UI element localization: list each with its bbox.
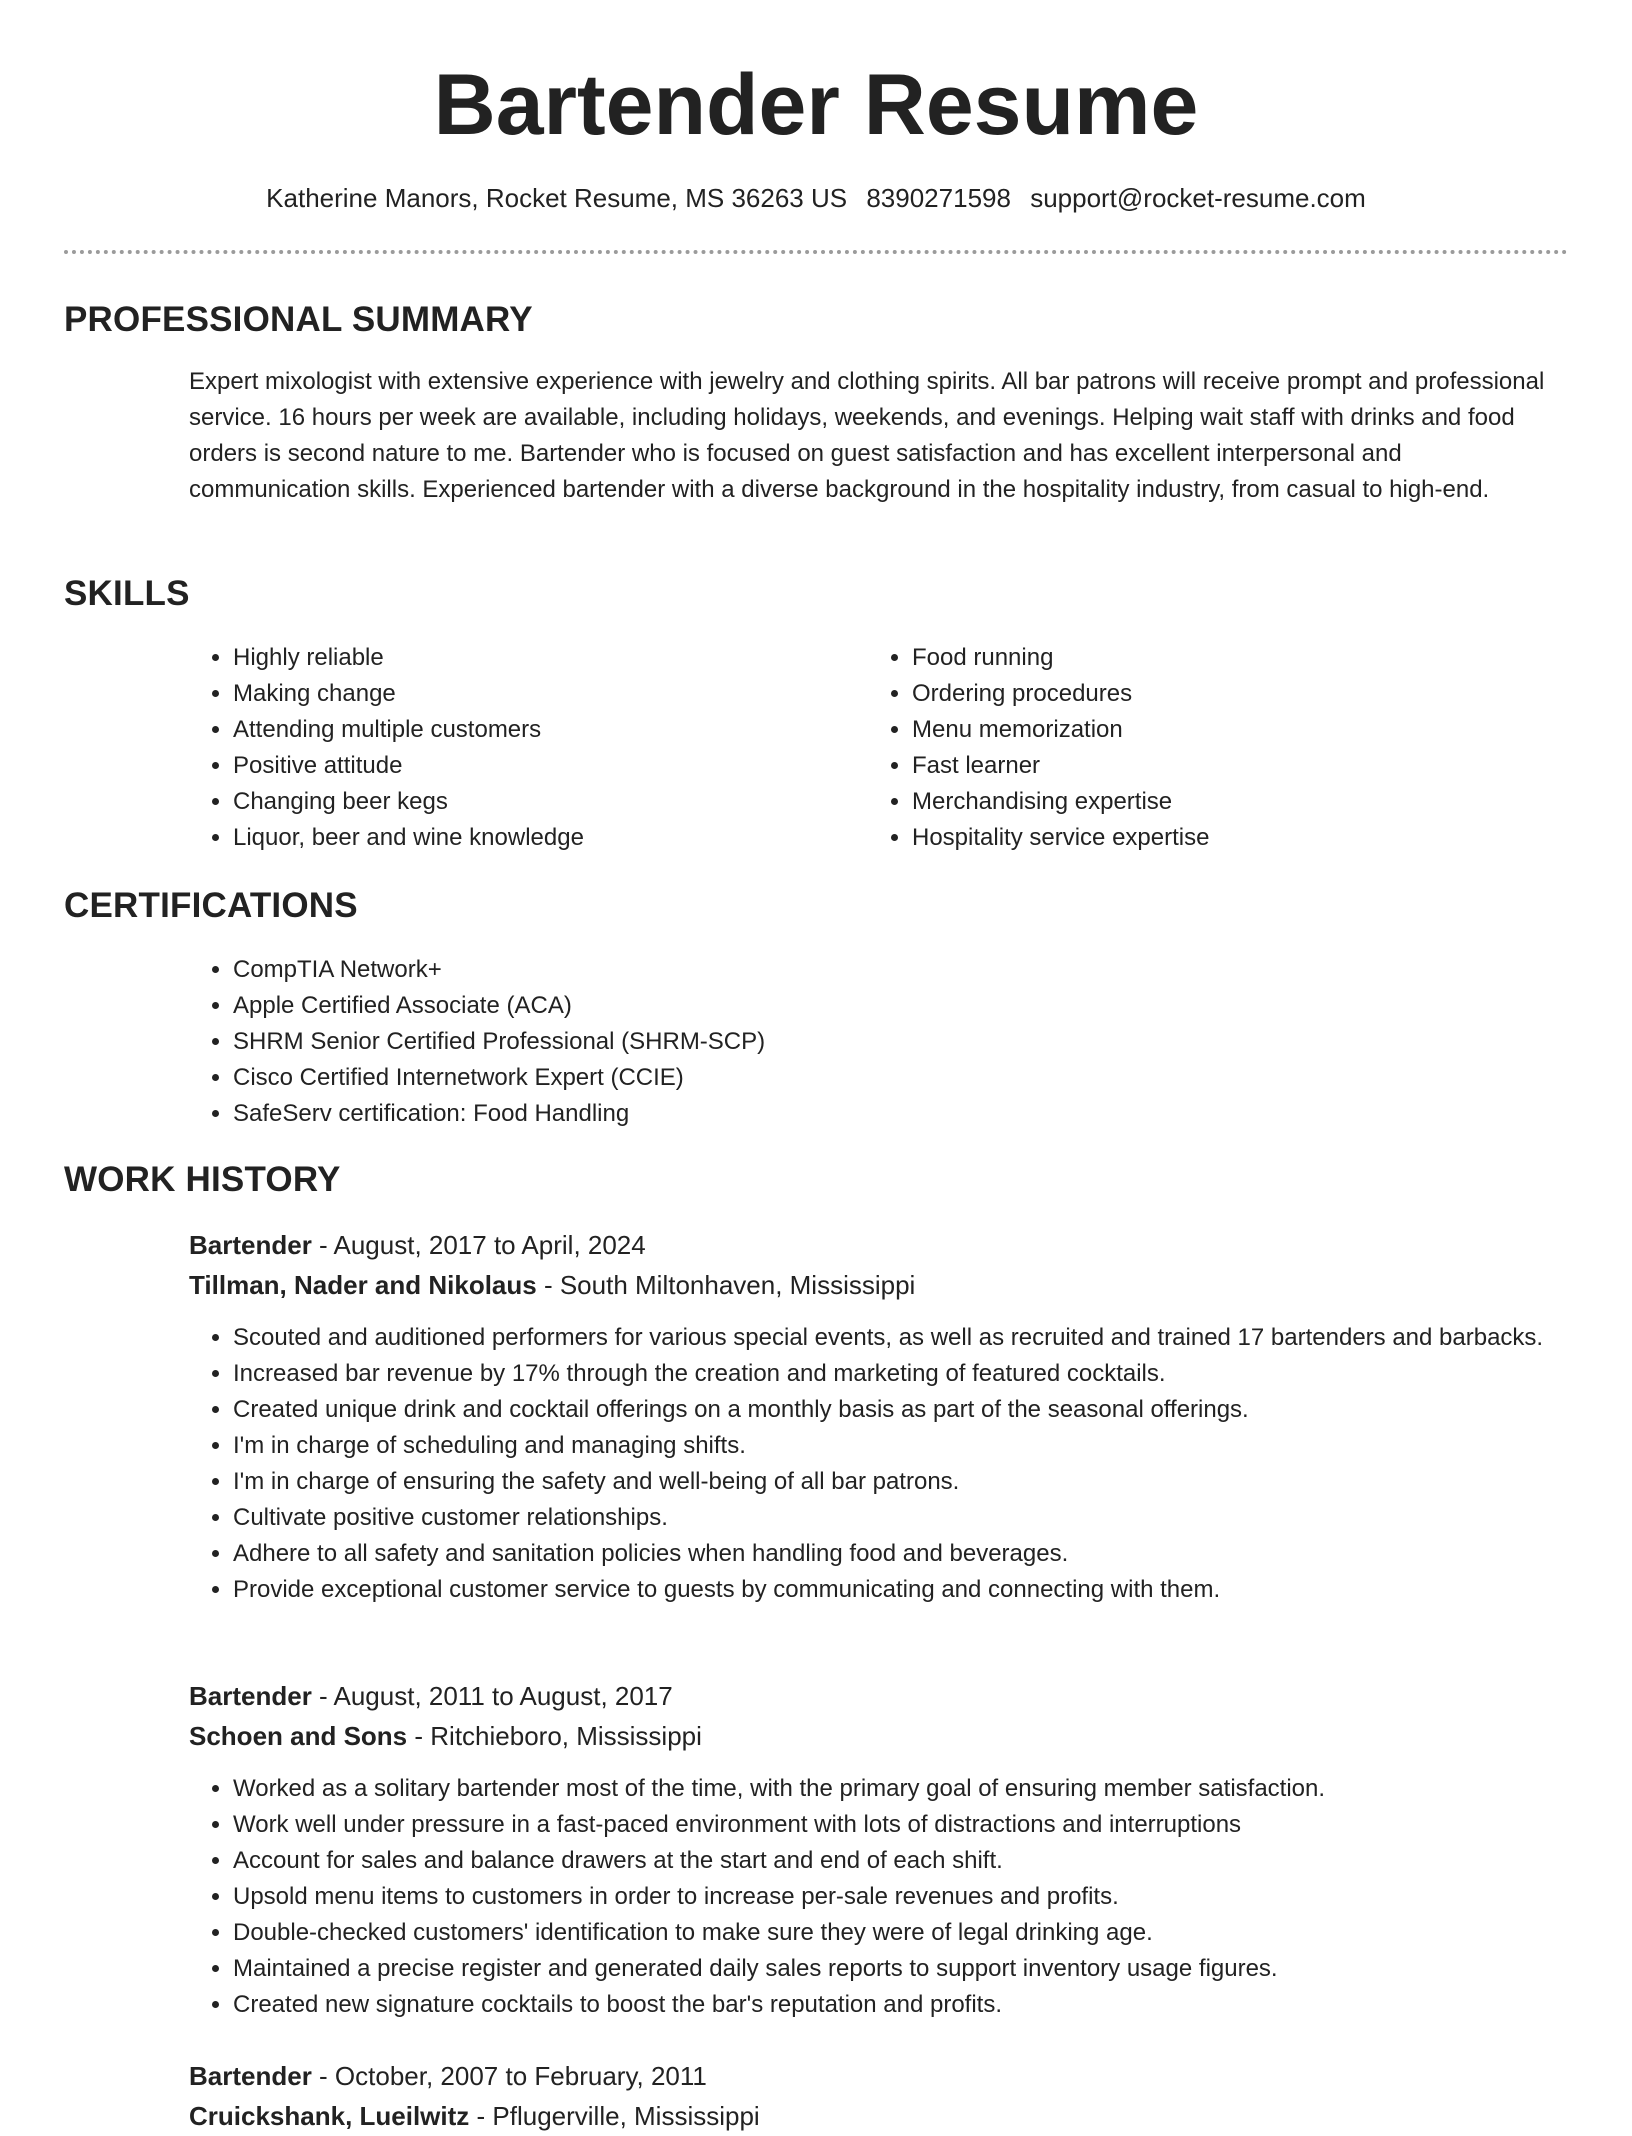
summary-heading: PROFESSIONAL SUMMARY [64,300,533,339]
job-company: Cruickshank, Lueilwitz [189,2101,470,2131]
list-item: • Upsold menu items to customers in order to increase per-sale revenues and profits. [233,1879,1563,1915]
list-item: • Work well under pressure in a fast-paced environment with lots of distractions and interruptions [233,1807,1563,1843]
job-duties-list [189,1320,1563,1608]
summary-text: Expert mixologist with extensive experience with jewelry and clothing spirits. All bar patrons will receive prompt and professional service. 16 hours per week are available, including holidays, weekends, and evenings. Helping wait staff with drinks and food orders is second nature to me. Bartender who is focused on guest satisfaction and has excellent interpersonal and communication skills. Experienced bartender with a diverse background in the hospitality industry, from casual to high-end. [189,368,1545,503]
job-duties-list [189,1771,1563,2023]
list-item: • Liquor, beer and wine knowledge [233,820,833,856]
job-dates: - August, 2017 to April, 2024 [311,1230,646,1260]
job-location: - South Miltonhaven, Mississippi [536,1270,916,1300]
list-item: • Merchandising expertise [912,784,1512,820]
list-item: • Adhere to all safety and sanitation policies when handling food and beverages. [233,1536,1563,1572]
list-item: • SafeServ certification: Food Handling [233,1096,1533,1132]
list-item: • Menu memorization [912,712,1512,748]
job-title-line [189,1225,646,1265]
list-item: • Increased bar revenue by 17% through the creation and marketing of featured cocktails. [233,1356,1563,1392]
list-item: • Changing beer kegs [233,784,833,820]
job-employer-line [189,1716,702,1756]
list-item: • Hospitality service expertise [912,820,1512,856]
list-item: • Created new signature cocktails to boost the bar's reputation and profits. [233,1987,1563,2023]
job-location: - Ritchieboro, Mississippi [407,1721,702,1751]
list-item: • Food running [912,640,1512,676]
job-employer-line [189,1265,915,1305]
list-item: • Attending multiple customers [233,712,833,748]
list-item: • Maintained a precise register and generated daily sales reports to support inventory usage figures. [233,1951,1563,1987]
list-item: • Scouted and auditioned performers for various special events, as well as recruited and trained 17 bartenders and barbacks. [233,1320,1563,1356]
list-item: • Positive attitude [233,748,833,784]
list-item: • Account for sales and balance drawers at the start and end of each shift. [233,1843,1563,1879]
list-item: • Making change [233,676,833,712]
contact-email: support@rocket-resume.com [1030,183,1366,213]
list-item: • Worked as a solitary bartender most of the time, with the primary goal of ensuring member satisfaction. [233,1771,1563,1807]
skills-list-left [189,640,833,856]
list-item: • I'm in charge of scheduling and managing shifts. [233,1428,1563,1464]
job-employer-line [189,2096,760,2136]
job-company: Schoen and Sons [189,1721,408,1751]
header-divider [64,250,1568,254]
contact-line [0,178,1632,218]
list-item: • Created unique drink and cocktail offerings on a monthly basis as part of the seasonal offerings. [233,1392,1563,1428]
job-title: Bartender [189,2061,312,2091]
list-item: • Provide exceptional customer service to guests by communicating and connecting with them. [233,1572,1563,1608]
job-location: - Pflugerville, Mississippi [469,2101,760,2131]
list-item: • Double-checked customers' identification to make sure they were of legal drinking age. [233,1915,1563,1951]
job-company: Tillman, Nader and Nikolaus [189,1270,537,1300]
job-dates: - October, 2007 to February, 2011 [311,2061,707,2091]
job-title: Bartender [189,1230,312,1260]
list-item: • Cisco Certified Internetwork Expert (CCIE) [233,1060,1533,1096]
list-item: • Ordering procedures [912,676,1512,712]
list-item: • I'm in charge of ensuring the safety and well-being of all bar patrons. [233,1464,1563,1500]
skills-list-right [868,640,1512,856]
list-item: • Apple Certified Associate (ACA) [233,988,1533,1024]
job-title-line [189,1676,673,1716]
skills-heading: SKILLS [64,574,190,613]
job-title: Bartender [189,1681,312,1711]
job-dates: - August, 2011 to August, 2017 [311,1681,673,1711]
contact-phone: 8390271598 [866,183,1011,213]
certifications-heading: CERTIFICATIONS [64,886,358,925]
list-item: • CompTIA Network+ [233,952,1533,988]
list-item: • Cultivate positive customer relationships. [233,1500,1563,1536]
certifications-list [189,952,1533,1132]
work-history-heading: WORK HISTORY [64,1160,341,1199]
list-item: • Highly reliable [233,640,833,676]
list-item: • SHRM Senior Certified Professional (SHRM-SCP) [233,1024,1533,1060]
list-item: • Fast learner [912,748,1512,784]
contact-address: Katherine Manors, Rocket Resume, MS 36263 US [266,183,848,213]
resume-title: Bartender Resume [433,57,1199,153]
job-title-line [189,2056,707,2096]
